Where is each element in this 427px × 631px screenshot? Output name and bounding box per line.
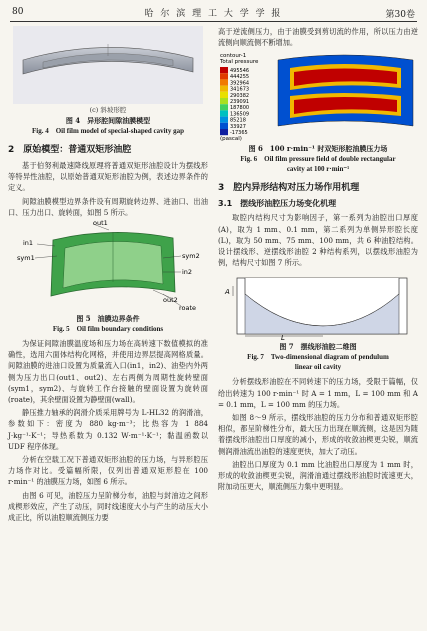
fig6-legend-swatch: [220, 129, 228, 135]
fig6-legend-swatch: [220, 123, 228, 129]
fig6-legend-swatch: [220, 98, 228, 104]
fig6-legend-swatch: [220, 105, 228, 111]
fig6-legend-value: 239091: [230, 99, 250, 106]
fig4-caption-en: Fig. 4 Oil film model of special-shaped cavity gap: [31, 127, 185, 135]
fig6-legend-value: 187800: [230, 105, 250, 112]
fig6-legend-swatch: [220, 117, 228, 123]
fig7-label-a: A: [225, 288, 230, 297]
fig6-caption-cn: 图 6 100 r·min⁻¹ 时双矩形腔油膜压力场: [248, 144, 388, 154]
fig5-label-sym2: sym2: [182, 252, 200, 261]
running-header: [0, 0, 427, 22]
fig6-legend-swatch: [220, 67, 228, 73]
fig6-legend-value: 85218: [230, 118, 246, 125]
fig5-label-in1: in1: [23, 239, 34, 248]
fig6-legend-swatch: [220, 111, 228, 117]
page-number: 80: [12, 7, 24, 17]
left-paragraph-4: 静压推力轴承的润滑介质采用牌号为 L-HL32 的润滑油，参数如下：密度为 880 kg·m⁻³；比热容为 1 884 J·kg⁻¹·K⁻¹；导热系数为 0.132 W·m⁻¹·K⁻¹；黏温函数以 UDF 程序体现。: [8, 408, 208, 451]
fig6-legend-value: 290382: [230, 93, 250, 100]
fig7-label-l: L: [281, 334, 285, 341]
fig5-label-roate: roate: [179, 304, 197, 313]
header-rule: [10, 21, 417, 22]
fig6-legend-value: 444255: [230, 74, 250, 81]
left-paragraph-5: 分析在空载工况下普通双矩形油腔的压力场，与异形腔压力场作对比。受篇幅所限，仅列出普通双矩形腔在 100 r·min⁻¹ 的油膜压力场，如图 6 所示。: [8, 455, 208, 487]
fig6-field: [278, 55, 413, 126]
fig5-image: [13, 220, 203, 312]
section-3-1-heading: 3.1 摆线形油腔压力场变化机理: [218, 199, 337, 209]
fig6-legend-unit: (pascal): [220, 136, 242, 143]
fig6-legend: [220, 67, 249, 136]
section-3-heading: 3 腔内异形结构对压力场作用机理: [218, 183, 360, 194]
fig6-image: [218, 50, 418, 142]
fig4-caption-cn: 图 4 异形腔间隙油膜模型: [65, 116, 151, 125]
fig6-caption-en-1: Fig. 6 Oil film pressure field of double rectangular: [240, 155, 396, 164]
fig7-caption-en-2: linear oil cavity: [294, 363, 342, 372]
fig5-caption-cn: 图 5 油膜边界条件: [76, 314, 140, 324]
section-2-paragraph-1: 基于伯努利最速降线原理将普通双矩形油腔设计为摆线形等特异性油腔，以原始普通双矩形油腔为例，表述边界条件的定义。: [8, 161, 208, 193]
journal-title: 哈 尔 滨 理 工 大 学 学 报: [144, 9, 283, 19]
fig4-subcaption: (c) 斜坡形腔: [89, 106, 127, 114]
left-column: [8, 26, 208, 525]
fig6-legend-swatch: [220, 74, 228, 80]
left-paragraph-3: 为保证间隙油膜温度场和压力场在高转速下数值模拟的准确性，选用六面体结构化网格，并使用边界层提高网格质量。间隙油膜的进油口设置为质量流入口(in1，in2)、油垫内外两侧为压力出口(out1、out2)、左右两侧为周期性旋转壁面(sym1，sym2)、与旋转工作台接触的壁面设置为旋转面(roate)，其余壁面设置为静壁面(wall)。: [8, 339, 208, 405]
fig5-label-in2: in2: [182, 268, 193, 277]
fig6-legend-value: 136509: [230, 111, 250, 118]
fig7-caption-en-1: Fig. 7 Two-dimensional diagram of pendulum: [247, 353, 389, 362]
right-paragraph-continued: 高于逆流侧压力，由于油膜受到剪切流的作用，所以压力由逆流侧向顺流侧不断增加。: [218, 27, 418, 48]
right-paragraph-9: 分析摆线形油腔在不同转速下的压力场，受限于篇幅，仅给出转速为 100 r·min⁻¹ 时 A = 1 mm，L = 100 mm 和 A = 0.1 mm，L = 100 mm 的压力场。: [218, 377, 418, 409]
section-3-paragraph-1: 取腔内结构尺寸为影响因子，第一系列为油腔出口厚度(A)，取为 1 mm、0.1 mm，第二系列为单侧异形腔长度(L)，取为 50 mm、75 mm、100 mm，共 6 种油腔结构。设计摆线形、逆摆线形油腔 2 种结构系列，以摆线形油腔为例，结构尺寸如图 7 所示。: [218, 213, 418, 268]
section-2-paragraph-2: 间隙油膜模型边界条件设有周期旋转边界、进油口、出油口、压力出口、旋转面，如图 5 所示。: [8, 196, 208, 217]
fig6-pressure-contour: [218, 50, 418, 142]
fig5-caption-en: Fig. 5 Oil film boundary conditions: [52, 325, 164, 334]
fig6-caption-en-2: cavity at 100 r·min⁻¹: [286, 165, 350, 174]
fig6-legend-value: 33927: [230, 124, 246, 131]
left-paragraph-6: 由图 6 可见，油腔压力呈阶梯分布，油腔与封油边之间形成楔形效应，产生了动压，同时线速度大小与产生的动压大小成正比，所以油腔顺流侧压力要: [8, 490, 208, 523]
fig7-caption-cn: 图 7 摆线形油腔二维图: [279, 342, 357, 352]
volume-label: 第30卷: [385, 10, 415, 20]
right-column: [218, 26, 418, 494]
fig6-legend-value: 392964: [230, 80, 250, 87]
right-paragraph-11: 油腔出口厚度为 0.1 mm 比油腔出口厚度为 1 mm 时，形成的收敛油楔更尖锐，润滑油通过摆线形油腔时流速更大，附加动压更大，顺流侧压力集中更明显。: [218, 459, 418, 492]
fig5-boundary-diagram: [13, 220, 203, 312]
fig7-image: [223, 270, 413, 340]
fig6-legend-swatch: [220, 80, 228, 86]
section-2-heading: 2 原始模型：普通双矩形油腔: [8, 145, 132, 155]
fig4-model-render: [13, 26, 203, 104]
fig6-legend-swatch: [220, 92, 228, 98]
fig6-legend-swatch: [220, 86, 228, 92]
fig6-legend-title: contour-1: [220, 53, 247, 60]
fig5-label-sym1: sym1: [17, 254, 35, 263]
fig4-image: [13, 26, 203, 104]
fig6-legend-value: 341673: [230, 87, 250, 94]
fig5-label-out2: out2: [163, 296, 178, 305]
fig6-legend-value: 495546: [230, 68, 250, 75]
fig5-label-out1: out1: [93, 220, 108, 228]
right-paragraph-10: 如图 8～9 所示，摆线形油腔的压力分布和普通双矩形腔相似，都呈阶梯性分布，最大压力出现在顺流侧，这是因为随着摆线形油腔出口厚度的减小，形成的收敛油楔更尖锐，顺流侧润滑油流出油腔的速度更快，加大了动压。: [218, 413, 418, 456]
fig6-legend-subtitle: Total pressure: [220, 59, 259, 66]
fig7-cavity-diagram: [223, 270, 413, 340]
fig6-legend-value: -17365: [230, 130, 248, 137]
